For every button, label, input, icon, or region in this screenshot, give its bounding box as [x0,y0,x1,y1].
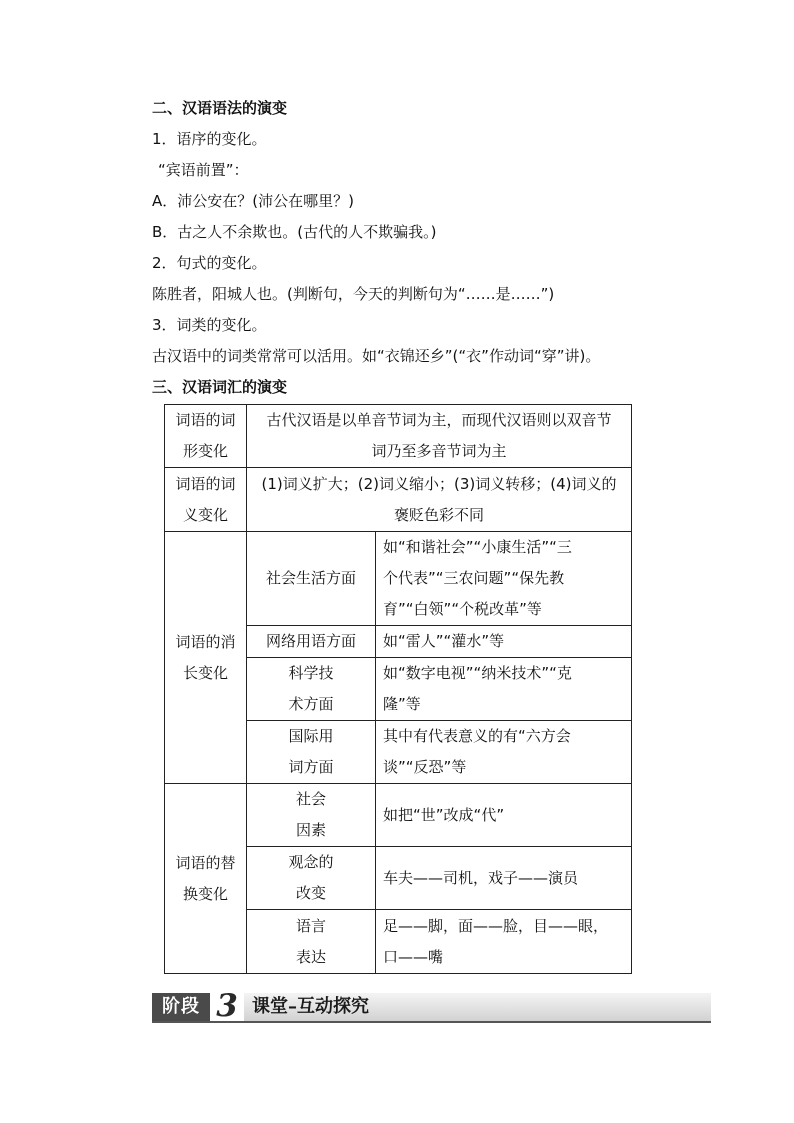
aspect-international: 国际用 词方面 [247,721,376,784]
table-row-meaning [165,468,632,532]
item-sentence-pattern: 2．句式的变化。 [152,254,267,272]
item-word-order: 1．语序的变化。 [152,130,267,148]
stage-label: 阶段 [152,993,210,1021]
category-meaning: 词语的词 义变化 [165,468,247,532]
section-heading-vocabulary: 三、汉语词汇的演变 [152,378,288,396]
item-object-preposing: “宾语前置”： [158,161,249,179]
example-judgment-sentence: 陈胜者，阳城人也。(判断句，今天的判断句为“……是……”) [152,285,555,303]
category-replacement: 词语的替 换变化 [165,784,247,974]
example-b: B．古之人不余欺也。(古代的人不欺骗我。) [152,223,437,241]
table-row-growth-social [165,532,632,626]
table-row-form [165,405,632,468]
item-word-class: 3．词类的变化。 [152,316,267,334]
category-growth: 词语的消 长变化 [165,532,247,784]
stage-banner [152,988,711,1024]
example-word-class: 古汉语中的词类常常可以活用。如“衣锦还乡”(“衣”作动词“穿”讲)。 [152,347,601,365]
examples-internet: 如“雷人”“灌水”等 [376,626,632,658]
examples-social-life: 如“和谐社会”“小康生活”“三 个代表”“三农问题”“保先教 育”“白领”“个税改革”等 [376,532,632,626]
factor-social: 社会 因素 [247,784,376,847]
stage-title: 课堂–互动探究 [252,996,369,1017]
examples-expression: 足——脚，面——脸，目——眼， 口——嘴 [376,910,632,974]
factor-expression: 语言 表达 [247,910,376,974]
meaning-description: (1)词义扩大；(2)词义缩小；(3)词义转移；(4)词义的 褒贬色彩不同 [247,468,632,532]
aspect-science: 科学技 术方面 [247,658,376,721]
examples-concept: 车夫——司机，戏子——演员 [376,847,632,910]
stage-number: 3 [210,990,244,1021]
example-a: A．沛公安在？(沛公在哪里？) [152,192,354,210]
table-row-replace-social [165,784,632,847]
form-description: 古代汉语是以单音节词为主，而现代汉语则以双音节 词乃至多音节词为主 [247,405,632,468]
section-heading-grammar: 二、汉语语法的演变 [152,99,288,117]
vocabulary-evolution-table [164,404,632,974]
aspect-social-life: 社会生活方面 [247,532,376,626]
examples-science: 如“数字电视”“纳米技术”“克 隆”等 [376,658,632,721]
examples-international: 其中有代表意义的有“六方会 谈”“反恐”等 [376,721,632,784]
aspect-internet: 网络用语方面 [247,626,376,658]
examples-social-factor: 如把“世”改成“代” [376,784,632,847]
factor-concept: 观念的 改变 [247,847,376,910]
category-form: 词语的词 形变化 [165,405,247,468]
